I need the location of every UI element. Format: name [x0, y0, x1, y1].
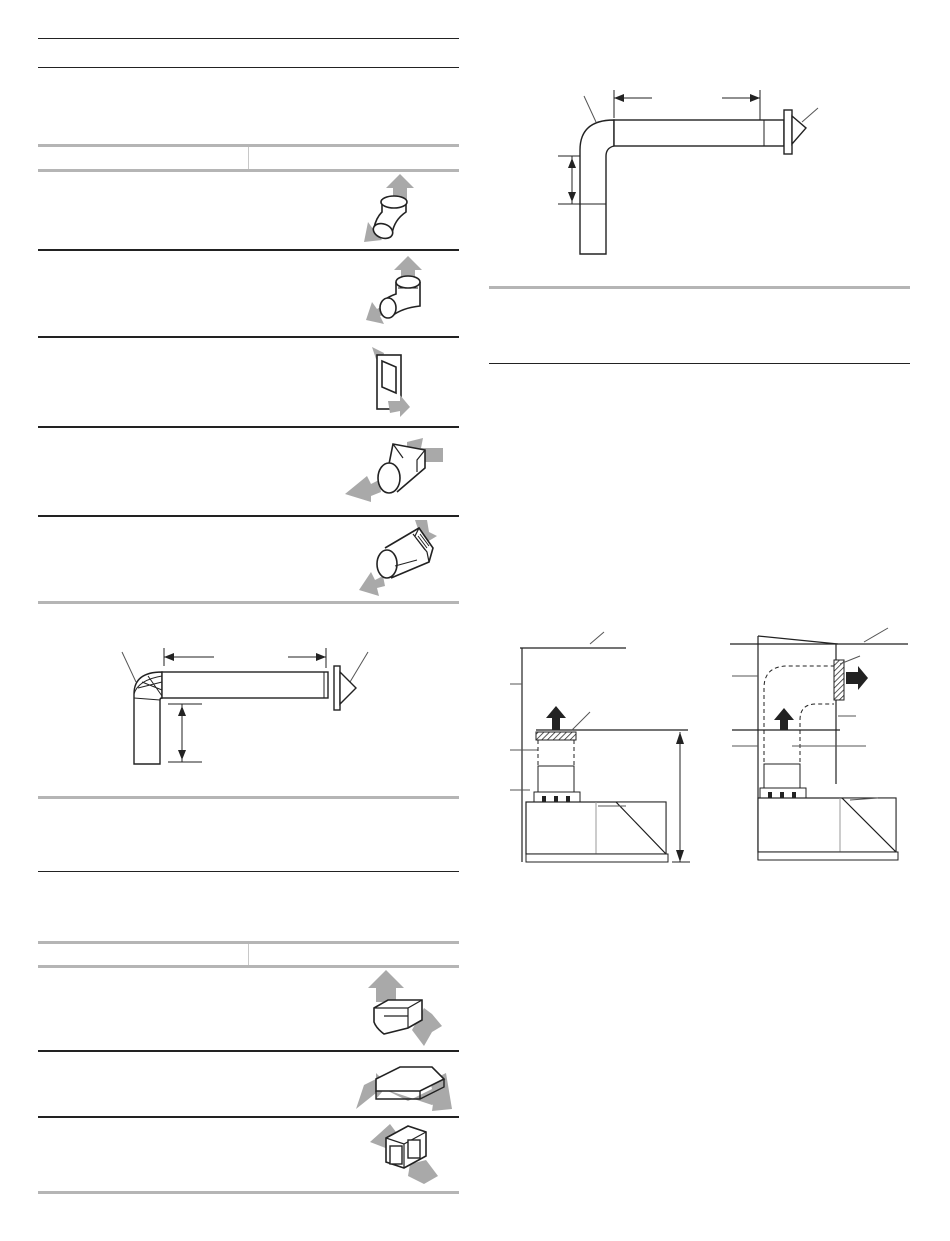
table-row-rule	[38, 249, 459, 251]
table-column-divider	[248, 147, 249, 170]
rectangular-elbow-icon	[362, 968, 446, 1048]
wall-venting-installation-icon	[728, 624, 910, 868]
section-rule	[489, 286, 910, 289]
rectangular-flat-elbow-icon	[354, 1055, 454, 1115]
wall-cap-icon	[368, 343, 418, 419]
table-column-divider	[248, 944, 249, 966]
round-to-rectangular-transition-icon	[345, 436, 445, 506]
elbow-45-degree-icon	[362, 172, 422, 248]
duct-run-with-elbow-and-wall-cap-icon	[118, 648, 378, 770]
roof-venting-installation-icon	[508, 626, 698, 870]
heading-rule	[489, 363, 910, 364]
section-rule	[38, 796, 459, 799]
table-row-rule	[38, 426, 459, 428]
table-row-rule	[38, 1050, 459, 1052]
rectangular-to-round-transition-icon	[357, 518, 437, 598]
heading-rule	[38, 871, 459, 872]
table-row-rule	[38, 336, 459, 338]
heading-rule	[38, 67, 459, 68]
rectangular-straight-duct-icon	[368, 1120, 442, 1190]
table-bottom-rule	[38, 1191, 459, 1194]
table-row-rule	[38, 1116, 459, 1118]
duct-run-with-elbow-and-wall-cap-icon	[552, 86, 822, 258]
top-rule	[38, 38, 459, 39]
table-row-rule	[38, 515, 459, 517]
table-bottom-rule	[38, 601, 459, 604]
elbow-90-degree-icon	[364, 254, 424, 330]
